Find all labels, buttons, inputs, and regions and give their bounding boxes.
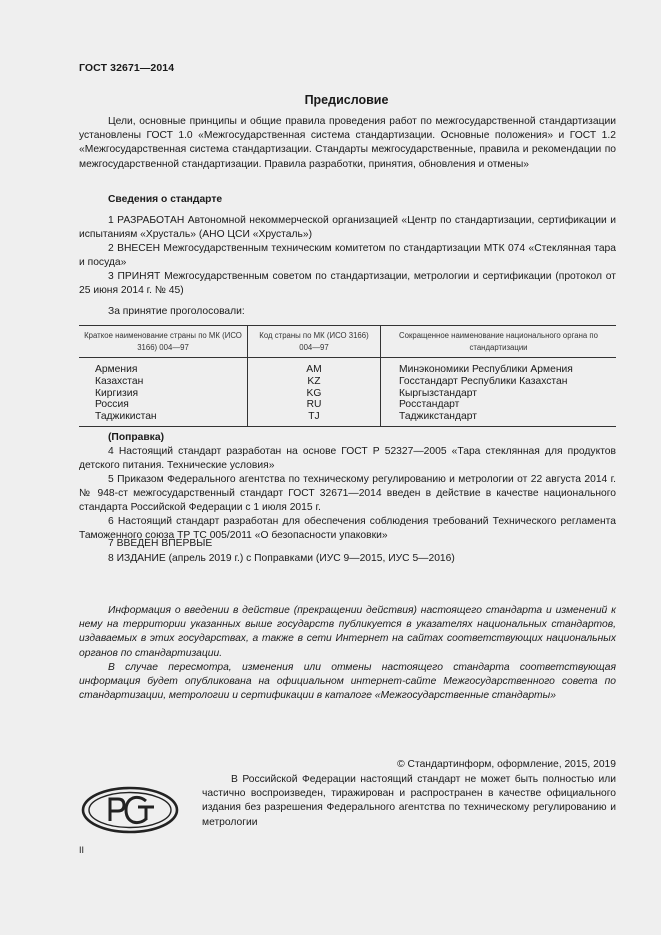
code-cell: TJ [248, 411, 381, 426]
page-number: II [79, 845, 85, 855]
item-2: 2 ВНЕСЕН Межгосударственным техническим комитетом по стандартизации МТК 074 «Стеклянная тара и посуда» [79, 243, 616, 269]
code-cell: KZ [248, 376, 381, 388]
item-6: 6 Настоящий стандарт разработан для обеспечения соблюдения требований Технического регламента Таможенного союза ТР ТС 005/2011 «О безопасности упаковки» [79, 516, 616, 542]
notice-paragraph-1: Информация о введении в действие (прекращении действия) настоящего стандарта и изменений к нему на территории указанных выше государств публикуется в указателях национальных стандартов, издаваемых в этих государствах, а также в сети Интернет на сайтах соответствующих национальных органов по стандартизации. [79, 605, 616, 659]
table-row [79, 388, 616, 400]
document-id: ГОСТ 32671—2014 [79, 62, 175, 74]
table-header-row [79, 326, 616, 358]
countries-table [79, 325, 616, 427]
table-row [79, 358, 616, 376]
item-5: 5 Приказом Федерального агентства по техническому регулированию и метрологии от 22 августа 2014 г. № 948-ст межгосударственный стандарт ГОСТ 32671—2014 введен в действие в качестве национального стандарта Российской Федерации с 1 июля 2015 г. [79, 474, 616, 514]
country-cell: Казахстан [95, 375, 144, 387]
code-cell: RU [248, 399, 381, 411]
column-header-country: Краткое наименование страны по МК (ИСО 3166) 004—97 [79, 326, 248, 358]
code-cell: KG [248, 388, 381, 400]
authority-cell: Минэкономики Республики Армения [381, 358, 617, 376]
authority-cell: Госстандарт Республики Казахстан [381, 376, 617, 388]
country-cell: Киргизия [95, 387, 139, 399]
notice-paragraph-2: В случае пересмотра, изменения или отмены настоящего стандарта соответствующая информация будет опубликована на официальном интернет-сайте Межгосударственного совета по стандартизации, метрологии и сертификации в каталоге «Межгосударственные стандарты» [79, 662, 616, 702]
country-cell: Таджикистан [79, 411, 248, 426]
intro-paragraph: Цели, основные принципы и общие правила проведения работ по межгосударственной стандартизации установлены ГОСТ 1.0 «Межгосударственная система стандартизации. Основные положения» и ГОСТ 1.2 «Межгосударственная система стандартизации. Стандарты межгосударственные, правила и рекомендации по межгосударственной стандартизации. Правила разработки, принятия, обновления и отмены» [79, 116, 616, 170]
item-3: 3 ПРИНЯТ Межгосударственным советом по стандартизации, метрологии и сертификации (протокол от 25 июня 2014 г. № 45) [79, 271, 616, 297]
table-row [79, 376, 616, 388]
table-row [79, 399, 616, 411]
authority-cell: Кыргызстандарт [381, 388, 617, 400]
country-cell: Россия [95, 399, 129, 411]
item-4: 4 Настоящий стандарт разработан на основе ГОСТ Р 52327—2005 «Тара стеклянная для продуктов детского питания. Технические условия» [79, 446, 616, 472]
code-cell: AM [248, 358, 381, 376]
column-header-code: Код страны по МК (ИСО 3166) 004—97 [248, 326, 381, 358]
amendment-label: (Поправка) [108, 432, 164, 443]
pct-certification-mark-icon [80, 785, 180, 840]
item-1: 1 РАЗРАБОТАН Автономной некоммерческой организацией «Центр по стандартизации, сертификации и испытаниям «Хрусталь» (АНО ЦСИ «Хрусталь») [79, 215, 616, 241]
copyright: © Стандартинформ, оформление, 2015, 2019 [397, 759, 616, 770]
authority-cell: Росстандарт [381, 399, 617, 411]
table-row [79, 411, 616, 426]
rf-reproduction-notice: В Российской Федерации настоящий стандарт не может быть полностью или частично воспроизведен, тиражирован и распространен в качестве официального издания без разрешения Федерального агентства по техническому регулированию и метрологии [202, 774, 616, 828]
section-heading: Сведения о стандарте [108, 194, 223, 205]
column-header-authority: Сокращенное наименование национального органа по стандартизации [381, 326, 617, 358]
item-7: 7 ВВЕДЕН ВПЕРВЫЕ [108, 538, 213, 549]
voted-label: За принятие проголосовали: [108, 306, 245, 317]
country-cell: Армения [95, 364, 138, 375]
item-8: 8 ИЗДАНИЕ (апрель 2019 г.) с Поправками (ИУС 9—2015, ИУС 5—2016) [108, 553, 455, 564]
countries-table-wrap [79, 325, 616, 427]
page-title: Предисловие [304, 93, 389, 107]
authority-cell: Таджикстандарт [381, 411, 617, 426]
